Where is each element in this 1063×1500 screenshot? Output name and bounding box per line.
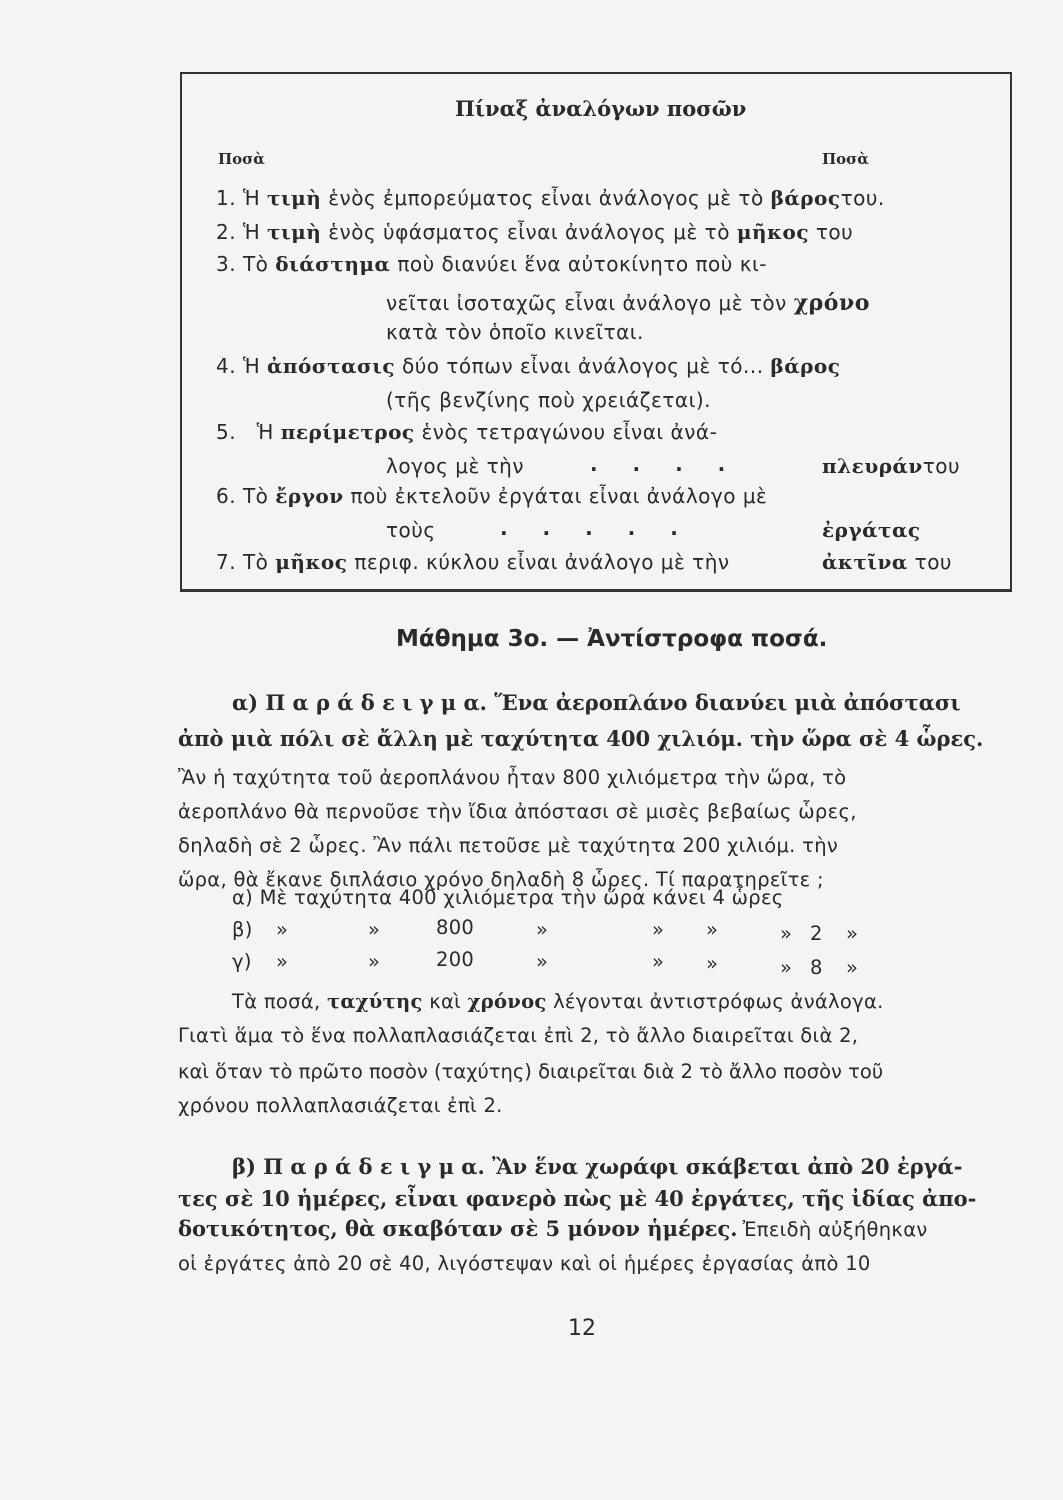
example-b-text: δοτικότητος, θὰ σκαβόταν σὲ 5 μόνον ἡμέρες. [178, 1216, 738, 1241]
ditto-mark: » [536, 918, 549, 941]
quantity-time: χρόνος [467, 990, 547, 1013]
row-text: ποὺ διανύει ἕνα αὐτοκίνητο ποὺ κι- [397, 252, 767, 276]
table-row [216, 550, 730, 574]
page-number: 12 [568, 1316, 596, 1341]
row-quantity-right: μῆκος [736, 220, 809, 244]
table-row [216, 354, 840, 378]
paragraph-line: ὥρα, θὰ ἔκανε διπλάσιο χρόνο δηλαδὴ 8 ὧρες. Τί παρατηρεῖτε ; [178, 868, 824, 891]
row-text: Ἡ [242, 186, 261, 210]
table-row [216, 420, 717, 444]
ditto-mark: » [652, 918, 665, 941]
paragraph-line: Ἂν ἡ ταχύτητα τοῦ ἀεροπλάνου ἦταν 800 χιλιόμετρα τὴν ὥρα, τὸ [178, 766, 847, 789]
row-number: 1. [216, 186, 237, 210]
ditto-mark: » [846, 956, 859, 979]
row-text: νεῖται ἰσοταχῶς εἶναι ἀνάλογο μὲ τὸν [386, 291, 787, 315]
conclusion-text: λέγονται ἀντιστρόφως ἀνάλογα. [553, 990, 884, 1013]
row-quantity-right: ἐργάτας [822, 518, 921, 542]
row-text: ἑνὸς τετραγώνου εἶναι ἀνά- [421, 420, 718, 444]
example-b-line [178, 1216, 928, 1241]
leader-dots: . . . . . [500, 516, 692, 540]
row-quantity-left: τιμὴ [267, 220, 322, 244]
row-quantity-right: βάρος [770, 186, 841, 210]
table-row-continuation [386, 290, 870, 316]
speed-value: 800 [436, 916, 475, 939]
list-item [232, 886, 784, 909]
row-quantity-left: τιμὴ [267, 186, 322, 210]
table-title: Πίναξ ἀναλόγων ποσῶν [455, 96, 747, 121]
ditto-mark: » [706, 952, 719, 975]
example-b-text: Ἂν ἕνα χωράφι σκάβεται ἀπὸ 20 ἐργά- [492, 1154, 963, 1179]
quantity-speed: ταχύτης [326, 990, 423, 1013]
paragraph-line: δηλαδὴ σὲ 2 ὧρες. Ἂν πάλι πετοῦσε μὲ ταχύτητα 200 χιλιόμ. τὴν [178, 834, 839, 857]
table-row [216, 220, 853, 244]
paragraph-line: οἱ ἐργάτες ἀπὸ 20 σὲ 40, λιγόστεψαν καὶ οἱ ἡμέρες ἐργασίας ἀπὸ 10 [178, 1252, 871, 1275]
row-text: Τὸ [242, 484, 269, 508]
example-a-text: Ἕνα ἀεροπλάνο διανύει μιὰ ἀπόστασι [494, 690, 961, 715]
example-b-text: τες σὲ 10 ἡμέρες, εἶναι φανερὸ πὼς μὲ 40 ἐργάτες, τῆς ἰδίας ἀπο- [178, 1186, 977, 1211]
example-b-label: β) Π α ρ ά δ ε ι γ μ α. [232, 1154, 485, 1179]
ditto-mark: » [368, 950, 381, 973]
row-text: ἑνὸς ἐμπορεύματος εἶναι ἀνάλογος μὲ τὸ [328, 186, 764, 210]
table-row-right [822, 454, 960, 478]
row-quantity-left: μῆκος [275, 550, 348, 574]
hours-value: 8 [810, 956, 823, 979]
table-row [216, 484, 767, 508]
row-text: Ἡ [242, 220, 261, 244]
leader-dots: . . . . [590, 452, 740, 476]
row-quantity-left: περίμετρος [280, 420, 415, 444]
row-quantity-right: πλευράν [822, 454, 923, 478]
example-b-heading [232, 1154, 962, 1179]
paragraph-line: Γιατὶ ἅμα τὸ ἕνα πολλαπλασιάζεται ἐπὶ 2, τὸ ἄλλο διαιρεῖται διὰ 2, [178, 1024, 859, 1047]
example-a-heading [232, 690, 1012, 715]
row-text: του [815, 220, 854, 244]
ditto-mark: » [652, 950, 665, 973]
row-text: του [914, 550, 953, 574]
paragraph-line: ἀεροπλάνο θὰ περνοῦσε τὴν ἴδια ἀπόστασι σὲ μισὲς βεβαίως ὧρες, [178, 800, 857, 823]
row-text: του. [840, 186, 885, 210]
table-row-continuation: (τῆς βενζίνης ποὺ χρειάζεται). [386, 388, 712, 412]
table-row-continuation: τοὺς [386, 518, 436, 542]
hours-value: 2 [810, 922, 823, 945]
row-text: του [922, 454, 961, 478]
row-number: 4. [216, 354, 237, 378]
row-text: ἑνὸς ὑφάσματος εἶναι ἀνάλογος μὲ τὸ [328, 220, 730, 244]
table-row-right [822, 550, 952, 574]
row-quantity-left: ἔργον [275, 484, 344, 508]
conclusion-line [232, 990, 884, 1013]
list-key: β) [232, 918, 253, 941]
paragraph-line: καὶ ὅταν τὸ πρῶτο ποσὸν (ταχύτης) διαιρεῖται διὰ 2 τὸ ἄλλο ποσὸν τοῦ [178, 1060, 884, 1083]
table-row-continuation: κατὰ τὸν ὁποῖο κινεῖται. [386, 320, 644, 344]
row-text: Ἡ [256, 420, 274, 444]
conclusion-text: Τὰ ποσά, [232, 990, 321, 1013]
row-number: 3. [216, 252, 237, 276]
table-row-continuation [386, 454, 524, 478]
ditto-mark: » [276, 918, 289, 941]
lesson-title: Μάθημα 3ο. — Ἀντίστροφα ποσά. [396, 626, 828, 652]
row-number: 7. [216, 550, 237, 574]
example-a-label: α) Π α ρ ά δ ε ι γ μ α. [232, 690, 487, 715]
row-quantity-right: βάρος [770, 354, 841, 378]
row-text: ποὺ ἐκτελοῦν ἐργάται εἶναι ἀνάλογο μὲ [350, 484, 768, 508]
row-quantity-left: ἀπόστασις [267, 354, 396, 378]
ditto-mark: » [846, 922, 859, 945]
paragraph-line: χρόνου πολλαπλασιάζεται ἐπὶ 2. [178, 1094, 503, 1117]
row-number: 5. [216, 420, 237, 444]
row-number: 2. [216, 220, 237, 244]
row-text: λογος μὲ τὴν [386, 454, 525, 478]
ditto-mark: » [276, 950, 289, 973]
list-key: γ) [232, 950, 252, 973]
ditto-mark: » [706, 918, 719, 941]
row-quantity-right: ἀκτῖνα [822, 550, 908, 574]
conclusion-text: καὶ [429, 990, 462, 1013]
list-text: Μὲ ταχύτητα 400 χιλιόμετρα τὴν ὥρα κάνει 4 ὧρες [259, 886, 784, 909]
row-text: δύο τόπων εἶναι ἀνάλογος μὲ τό... [401, 354, 764, 378]
row-text: Ἡ [242, 354, 261, 378]
column-header-left: Ποσὰ [218, 150, 265, 168]
column-header-right: Ποσὰ [822, 150, 869, 168]
ditto-mark: » [368, 918, 381, 941]
table-row [216, 186, 885, 210]
list-key: α) [232, 886, 254, 909]
row-number: 6. [216, 484, 237, 508]
ditto-mark: » [780, 956, 793, 979]
paragraph-text: Ἐπειδὴ αὐξήθηκαν [742, 1218, 928, 1241]
speed-value: 200 [436, 948, 475, 971]
ditto-mark: » [536, 950, 549, 973]
row-text: Τὸ [242, 550, 269, 574]
row-quantity-right: χρόνο [793, 290, 870, 316]
row-text: Τὸ [242, 252, 269, 276]
row-text: περιφ. κύκλου εἶναι ἀνάλογο μὲ τὴν [354, 550, 730, 574]
ditto-mark: » [780, 922, 793, 945]
table-row [216, 252, 767, 276]
example-a-text: ἀπὸ μιὰ πόλι σὲ ἄλλη μὲ ταχύτητα 400 χιλιόμ. τὴν ὥρα σὲ 4 ὧρες. [178, 726, 984, 751]
row-quantity-left: διάστημα [275, 252, 391, 276]
